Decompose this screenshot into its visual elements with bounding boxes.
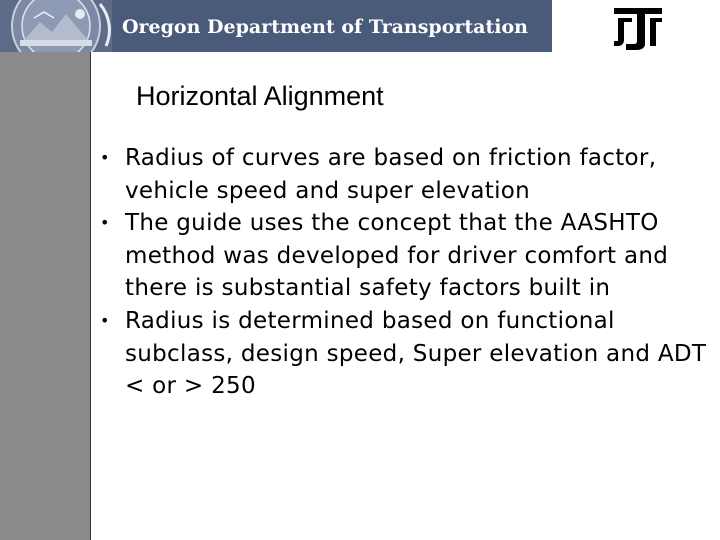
bullet-text: The guide uses the concept that the AASHTO method was developed for driver comfort and there is substantial safety factors built in: [125, 210, 669, 302]
bullet-dot-icon: •: [100, 148, 110, 167]
bullet-item: [100, 305, 715, 403]
slide-title: Horizontal Alignment: [136, 81, 384, 111]
bullet-text: Radius of curves are based on friction factor, vehicle speed and super elevation: [125, 145, 657, 204]
bullet-dot-icon: •: [100, 310, 110, 330]
bullet-dot-icon: •: [100, 213, 110, 233]
organization-name: Oregon Department of Transportation: [122, 16, 528, 38]
bullet-item: [100, 207, 715, 305]
header-banner: [0, 0, 552, 52]
bullet-text: Radius is determined based on functional subclass, design speed, Super elevation and ADT < or > 250: [125, 307, 707, 400]
bullet-item: [100, 142, 715, 207]
left-sidebar-bar: [0, 0, 91, 540]
odot-logo-icon: [612, 4, 664, 50]
bullet-list: [100, 142, 715, 403]
oregon-state-seal-icon: [0, 0, 112, 52]
